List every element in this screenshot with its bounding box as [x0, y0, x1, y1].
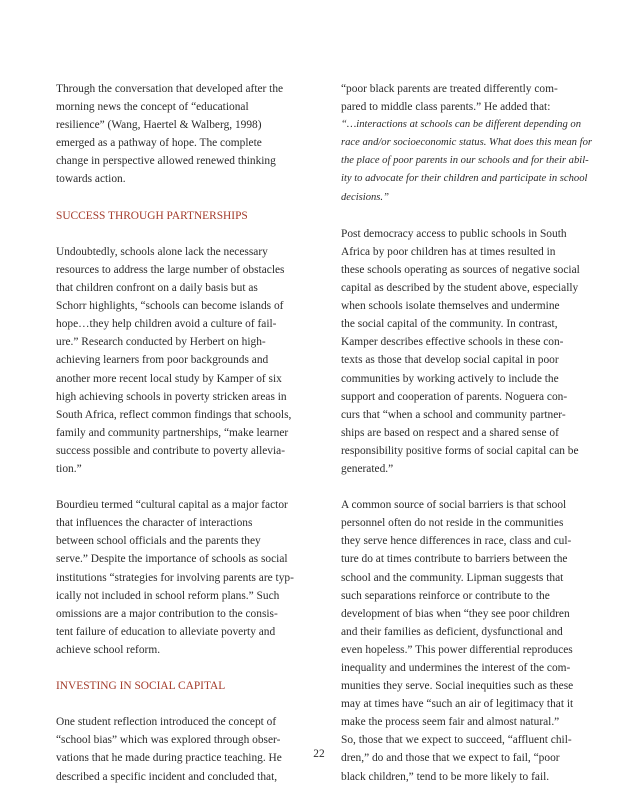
text-line: they serve hence differences in race, class and cul- [341, 535, 572, 548]
text-line: dren,” do and those that we expect to fail, “poor [341, 752, 560, 765]
text-line: school and the community. Lipman suggests that [341, 571, 564, 584]
left-column [56, 80, 302, 786]
text-line: may at times have “such an air of legitimacy that it [341, 698, 574, 711]
text-line: the social capital of the community. In contrast, [341, 318, 558, 331]
text-line: ure.” Research conducted by Herbert on high- [56, 336, 266, 349]
text-line: development of bias when “they see poor children [341, 607, 570, 620]
text-line: communities by working actively to include the [341, 372, 559, 385]
text-line: when schools isolate themselves and undermine [341, 300, 560, 313]
text-line: ically not included in school reform plans.” Such [56, 589, 280, 602]
text-line: ships are based on respect and a shared sense of [341, 426, 559, 439]
text-line: race and/or socioeconomic status. What does this mean for [341, 137, 592, 149]
text-line: personnel often do not reside in the communities [341, 517, 564, 530]
text-line: that influences the character of interactions [56, 517, 253, 530]
text-line: even hopeless.” This power differential reproduces [341, 643, 573, 656]
text-line: such separations reinforce or contribute to the [341, 589, 550, 602]
text-line: serve.” Despite the importance of schools as social [56, 553, 288, 566]
text-line: another more recent local study by Kamper of six [56, 372, 282, 385]
paragraph-cultural-capital [56, 496, 302, 659]
text-line: “…interactions at schools can be different depending on [341, 119, 581, 131]
text-line: achieving learners from poor backgrounds and [56, 354, 269, 367]
text-line: emerged as a pathway of hope. The complete [56, 137, 262, 150]
text-line: make the process seem fair and almost natural.” [341, 716, 560, 729]
paragraph-poor-black-parents [341, 80, 587, 116]
text-line: towards action. [56, 173, 126, 186]
text-line: resources to address the large number of obstacles [56, 263, 285, 276]
text-line: capital as described by the student above, especially [341, 282, 579, 295]
block-quote-student [341, 116, 592, 206]
text-line: decisions.” [341, 191, 389, 203]
paragraph-schools-partnerships [56, 243, 302, 478]
text-line: support and cooperation of parents. Noguera con- [341, 390, 568, 403]
text-line: the place of poor parents in our schools and for their abil- [341, 155, 589, 167]
paragraph-educational-resilience [56, 80, 302, 189]
text-line: morning news the concept of “educational [56, 101, 249, 114]
heading-investing-in-social-capital: INVESTING IN SOCIAL CAPITAL [56, 680, 226, 693]
text-line: One student reflection introduced the concept of [56, 716, 277, 729]
text-line: “school bias” which was explored through obser- [56, 734, 281, 747]
text-line: and their families as deficient, dysfunctional and [341, 625, 563, 638]
text-line: Post democracy access to public schools in South [341, 227, 567, 240]
text-line: curs that “when a school and community partner- [341, 408, 566, 421]
text-line: Through the conversation that developed after the [56, 83, 284, 95]
text-line: omissions are a major contribution to the consis- [56, 607, 278, 620]
text-line: vations that he made during practice teaching. He [56, 752, 282, 765]
text-line: achieve school reform. [56, 643, 161, 656]
text-line: Africa by poor children has at times resulted in [341, 245, 556, 258]
text-line: resilience” (Wang, Haertel & Walberg, 1998) [56, 119, 262, 132]
text-line: between school officials and the parents they [56, 535, 261, 548]
text-line: “poor black parents are treated differently com- [341, 83, 558, 95]
text-line: black children,” tend to be more likely to fail. [341, 770, 550, 783]
text-line: ture do at times contribute to barriers between the [341, 553, 568, 566]
text-line: change in perspective allowed renewed thinking [56, 155, 276, 168]
text-line: pared to middle class parents.” He added that: [341, 101, 551, 114]
text-line: South Africa, reflect common findings that schools, [56, 408, 292, 421]
paragraph-post-democracy-access [341, 225, 587, 478]
text-line: family and community partnerships, “make learner [56, 426, 289, 439]
text-line: responsibility positive forms of social capital can be [341, 444, 579, 457]
text-line: munities they serve. Social inequities such as these [341, 680, 574, 693]
right-column [341, 80, 592, 786]
text-line: inequality and undermines the interest of the com- [341, 662, 571, 674]
page-number: 22 [313, 748, 325, 760]
heading-success-through-partnerships: SUCCESS THROUGH PARTNERSHIPS [56, 209, 248, 222]
text-line: Bourdieu termed “cultural capital as a major factor [56, 499, 288, 512]
text-line: success possible and contribute to poverty allevia- [56, 444, 286, 457]
text-line: described a specific incident and concluded that, [56, 770, 278, 783]
text-line: hope…they help children avoid a culture of fail- [56, 318, 277, 331]
text-line: Kamper describes effective schools in these con- [341, 336, 564, 349]
paragraph-social-barriers [341, 496, 587, 786]
text-line: A common source of social barriers is that school [341, 499, 567, 512]
text-line: texts as those that develop social capital in poor [341, 354, 559, 367]
text-line: that children confront on a daily basis but as [56, 282, 258, 295]
text-line: institutions “strategies for involving parents are typ- [56, 571, 294, 584]
text-line: tion.” [56, 462, 82, 475]
text-line: high achieving schools in poverty stricken areas in [56, 390, 287, 403]
text-line: ity to advocate for their children and participate in school [341, 173, 588, 185]
text-line: So, those that we expect to succeed, “affluent chil- [341, 734, 572, 747]
text-line: Schorr highlights, “schools can become islands of [56, 300, 284, 313]
text-line: tent failure of education to alleviate poverty and [56, 625, 276, 638]
text-line: these schools operating as sources of negative social [341, 263, 580, 276]
text-line: Undoubtedly, schools alone lack the necessary [56, 245, 268, 258]
text-line: generated.” [341, 462, 394, 475]
